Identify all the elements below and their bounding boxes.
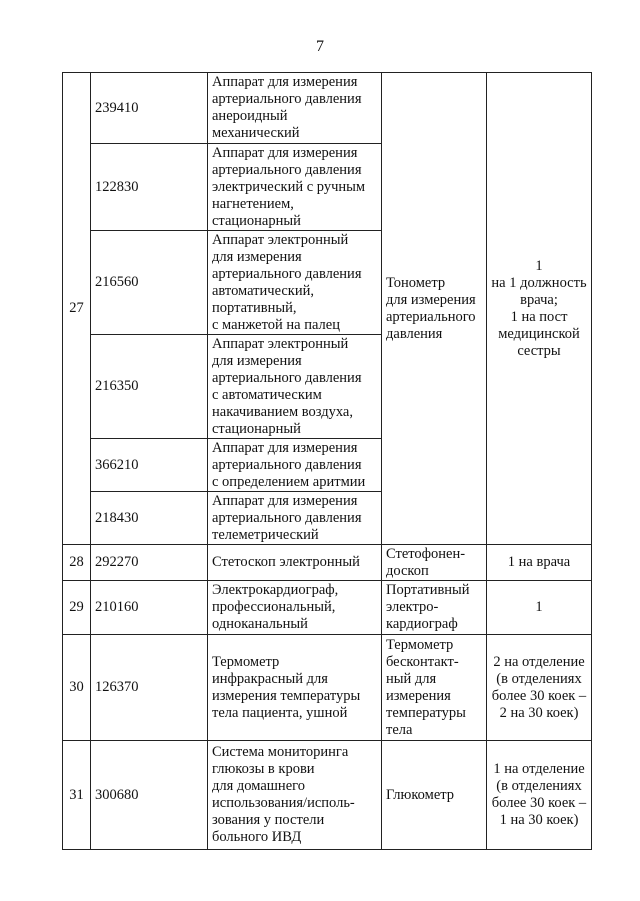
product-code: 300680 [91, 741, 208, 850]
product-name: Аппарат для измерения артериального давления с определением аритмии [208, 439, 382, 492]
product-name: Стетоскоп электронный [208, 545, 382, 581]
row-number: 27 [63, 73, 91, 545]
row-number: 30 [63, 635, 91, 741]
product-code: 218430 [91, 492, 208, 545]
quantity: 1 на врача [487, 545, 592, 581]
table-row [63, 581, 592, 635]
product-code: 126370 [91, 635, 208, 741]
table-row [63, 635, 592, 741]
product-code: 366210 [91, 439, 208, 492]
row-number: 31 [63, 741, 91, 850]
product-name: Аппарат электронный для измерения артериального давления автоматический, портативный, с манжетой на палец [208, 231, 382, 335]
product-name: Система мониторинга глюкозы в крови для домашнего использования/исполь- зования у постели больного ИВД [208, 741, 382, 850]
product-name: Аппарат для измерения артериального давления электрический с ручным нагнетением, стационарный [208, 144, 382, 231]
product-code: 292270 [91, 545, 208, 581]
product-name: Электрокардиограф, профессиональный, одноканальный [208, 581, 382, 635]
product-code: 122830 [91, 144, 208, 231]
product-code: 216350 [91, 335, 208, 439]
quantity: 2 на отделение (в отделениях более 30 коек – 2 на 30 коек) [487, 635, 592, 741]
product-code: 216560 [91, 231, 208, 335]
equipment-table [62, 72, 592, 850]
product-code: 239410 [91, 73, 208, 144]
equipment-type: Термометр бесконтакт- ный для измерения температуры тела [382, 635, 487, 741]
table-row [63, 741, 592, 850]
page-number: 7 [316, 38, 324, 55]
quantity: 1 на отделение (в отделениях более 30 коек – 1 на 30 коек) [487, 741, 592, 850]
equipment-type: Тонометр для измерения артериального давления [382, 73, 487, 545]
product-code: 210160 [91, 581, 208, 635]
product-name: Аппарат для измерения артериального давления анероидный механический [208, 73, 382, 144]
table-row [63, 73, 592, 144]
equipment-type: Глюкометр [382, 741, 487, 850]
table-row [63, 545, 592, 581]
row-number: 29 [63, 581, 91, 635]
product-name: Аппарат для измерения артериального давления телеметрический [208, 492, 382, 545]
quantity: 1 на 1 должность врача; 1 на пост медицинской сестры [487, 73, 592, 545]
quantity: 1 [487, 581, 592, 635]
product-name: Термометр инфракрасный для измерения температуры тела пациента, ушной [208, 635, 382, 741]
equipment-type: Портативный электро- кардиограф [382, 581, 487, 635]
equipment-type: Стетофонен- доскоп [382, 545, 487, 581]
row-number: 28 [63, 545, 91, 581]
product-name: Аппарат электронный для измерения артериального давления с автоматическим накачиванием воздуха, стационарный [208, 335, 382, 439]
